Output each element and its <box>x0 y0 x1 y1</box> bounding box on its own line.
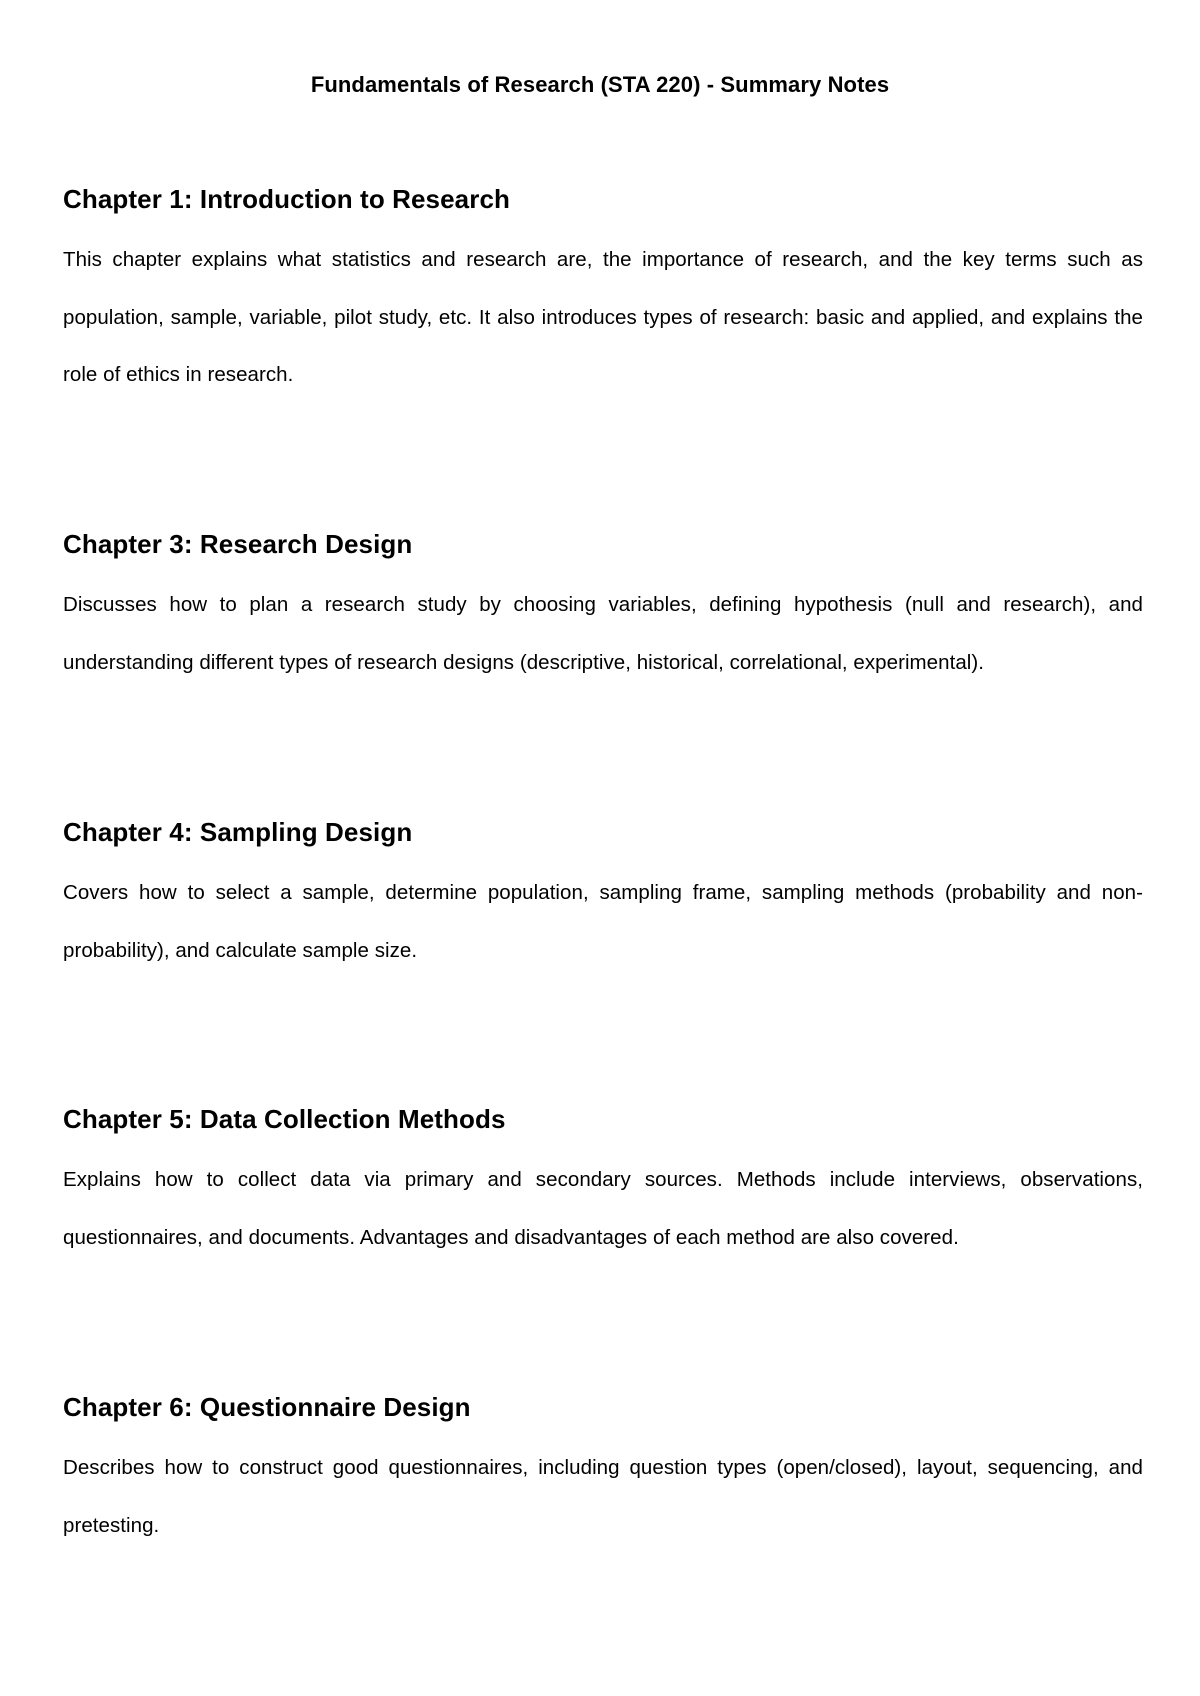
section-chapter-4 <box>63 815 1143 979</box>
section-chapter-5 <box>63 1102 1143 1266</box>
section-chapter-1 <box>63 182 1143 404</box>
section-heading: Chapter 1: Introduction to Research <box>63 184 510 214</box>
section-heading: Chapter 5: Data Collection Methods <box>63 1104 506 1134</box>
section-body: Covers how to select a sample, determine population, sampling frame, sampling methods (probability and non-probability), and calculate sample size. <box>63 881 1143 962</box>
section-body: Discusses how to plan a research study by choosing variables, defining hypothesis (null and research), and understanding different types of research designs (descriptive, historical, correlational, experimental). <box>63 593 1143 674</box>
section-body: This chapter explains what statistics and research are, the importance of research, and the key terms such as population, sample, variable, pilot study, etc. It also introduces types of research: basic and applied, and explains the role of ethics in research. <box>63 248 1143 386</box>
section-heading: Chapter 3: Research Design <box>63 529 413 559</box>
document-title: Fundamentals of Research (STA 220) - Summary Notes <box>310 72 890 97</box>
section-heading: Chapter 4: Sampling Design <box>63 817 413 847</box>
section-chapter-6 <box>63 1390 1143 1554</box>
section-body: Explains how to collect data via primary and secondary sources. Methods include interviews, observations, questionnaires, and documents. Advantages and disadvantages of each method are also covered. <box>63 1168 1143 1249</box>
section-body: Describes how to construct good questionnaires, including question types (open/closed), layout, sequencing, and pretesting. <box>63 1456 1143 1537</box>
section-chapter-3 <box>63 527 1143 691</box>
section-heading: Chapter 6: Questionnaire Design <box>63 1392 471 1422</box>
